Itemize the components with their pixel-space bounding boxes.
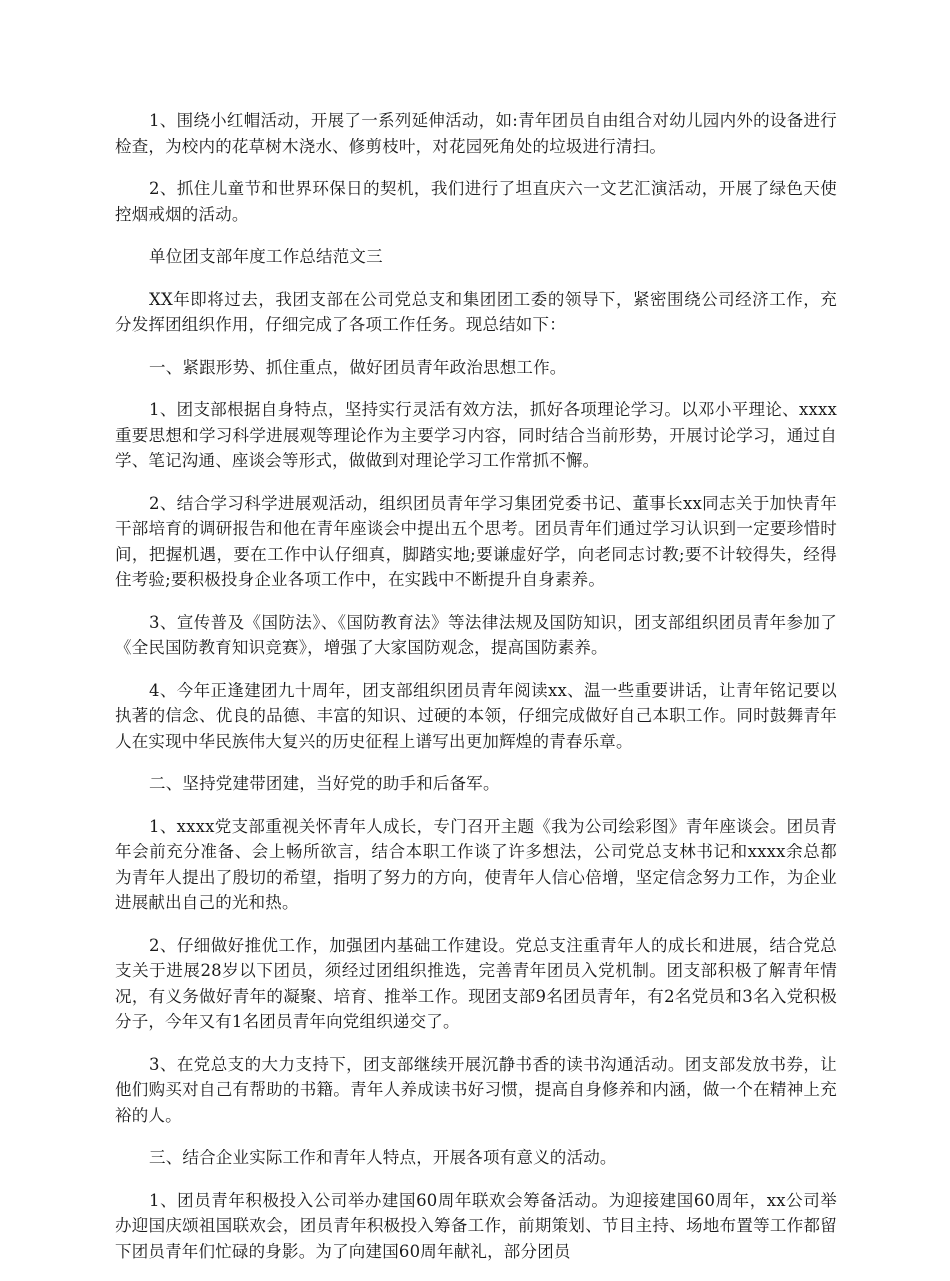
paragraph-2-1: 1、xxxx党支部重视关怀青年人成长，专门召开主题《我为公司绘彩图》青年座谈会。团员青年会前充分准备、会上畅所欲言，结合本职工作谈了许多想法，公司党总支林书记和xxxx余总都为青年人提出了殷切的希望，指明了努力的方向，使青年人信心倍增，坚定信念努力工作，为企业进展献出自己的光和热。: [115, 816, 837, 912]
paragraph-2-2: 2、仔细做好推优工作，加强团内基础工作建设。党总支注重青年人的成长和进展，结合党总支关于进展28岁以下团员，须经过团组织推选，完善青年团员入党机制。团支部积极了解青年情况，有义务做好青年的凝聚、培育、推举工作。现团支部9名团员青年，有2名党员和3名入党积极分子，今年又有1名团员青年向党组织递交了。: [115, 935, 837, 1031]
heading-part-3: 三、结合企业实际工作和青年人特点，开展各项有意义的活动。: [149, 1148, 617, 1167]
heading-part-1: 一、紧跟形势、抓住重点，做好团员青年政治思想工作。: [149, 357, 567, 377]
document-body: [115, 108, 837, 1281]
paragraph-2-3: 3、在党总支的大力支持下，团支部继续开展沉静书香的读书沟通活动。团支部发放书券，让他们购买对自己有帮助的书籍。青年人养成读书好习惯，提高自身修养和内涵，做一个在精神上充裕的人。: [115, 1054, 837, 1125]
paragraph-1: 1、围绕小红帽活动，开展了一系列延伸活动，如:青年团员自由组合对幼儿园内外的设备进行检查，为校内的花草树木浇水、修剪枝叶，对花园死角处的垃圾进行清扫。: [115, 111, 837, 156]
paragraph-intro: XX年即将过去，我团支部在公司党总支和集团团工委的领导下，紧密围绕公司经济工作，充分发挥团组织作用，仔细完成了各项工作任务。现总结如下：: [115, 289, 837, 334]
paragraph-3-1: 1、团员青年积极投入公司举办建国60周年联欢会筹备活动。为迎接建国60周年，xx公司举办迎国庆颂祖国联欢会，团员青年积极投入筹备工作，前期策划、节目主持、场地布置等工作都留下团员青年们忙碌的身影。为了向建国60周年献礼，部分团员: [115, 1190, 837, 1261]
paragraph-1-3: 3、宣传普及《国防法》、《国防教育法》等法律法规及国防知识，团支部组织团员青年参加了《全民国防教育知识竞赛》，增强了大家国防观念，提高国防素养。: [115, 612, 837, 657]
paragraph-1-4: 4、今年正逢建团九十周年，团支部组织团员青年阅读xx、温一些重要讲话，让青年铭记要以执著的信念、优良的品德、丰富的知识、过硬的本领，仔细完成做好自己本职工作。同时鼓舞青年人在实现中华民族伟大复兴的历史征程上谱写出更加辉煌的青春乐章。: [115, 680, 837, 751]
paragraph-1-2: 2、结合学习科学进展观活动，组织团员青年学习集团党委书记、董事长xx同志关于加快青年干部培育的调研报告和他在青年座谈会中提出五个思考。团员青年们通过学习认识到一定要珍惜时间，把握机遇，要在工作中认仔细真，脚踏实地;要谦虚好学，向老同志讨教;要不计较得失，经得住考验;要积极投身企业各项工作中，在实践中不断提升自身素养。: [115, 493, 837, 589]
paragraph-1-1: 1、团支部根据自身特点，坚持实行灵活有效方法，抓好各项理论学习。以邓小平理论、xxxx重要思想和学习科学进展观等理论作为主要学习内容，同时结合当前形势，开展讨论学习，通过自学、笔记沟通、座谈会等形式，做做到对理论学习工作常抓不懈。: [115, 400, 837, 470]
section-title: 单位团支部年度工作总结范文三: [149, 247, 383, 266]
paragraph-2: 2、抓住儿童节和世界环保日的契机，我们进行了坦直庆六一文艺汇演活动，开展了绿色天使控烟戒烟的活动。: [115, 179, 837, 224]
heading-part-2: 二、坚持党建带团建，当好党的助手和后备军。: [149, 774, 500, 793]
